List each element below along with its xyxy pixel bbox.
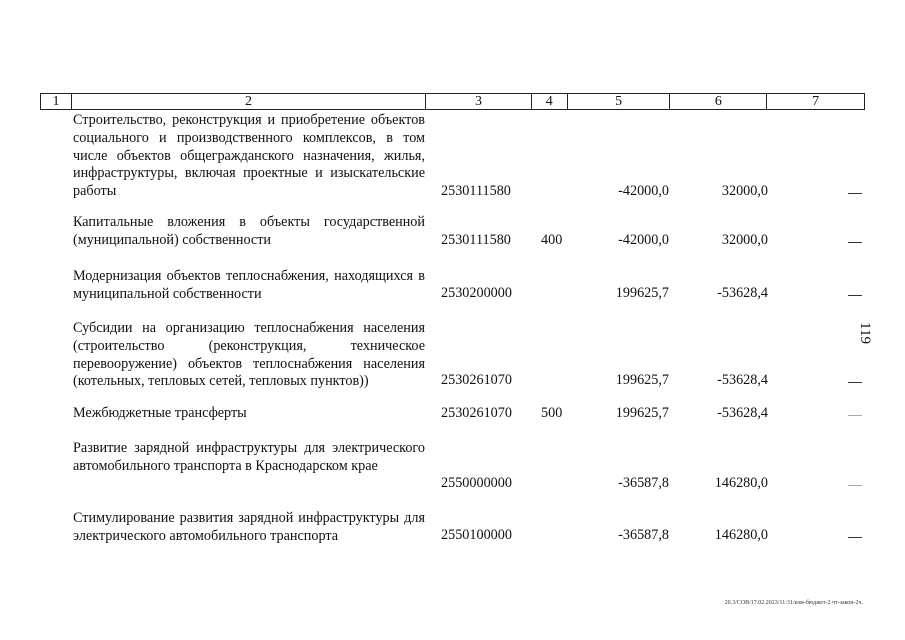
row-code: 2530200000 — [441, 285, 512, 301]
row-col7-dash — [848, 485, 862, 486]
row-kind: 400 — [541, 232, 563, 248]
row-description: Развитие зарядной инфраструктуры для электрического автомобильного транспорта в Краснодарском крае — [73, 440, 425, 474]
row-kind: 500 — [541, 405, 563, 421]
row-description: Субсидии на организацию теплоснабжения населения (строительство (реконструкция, техническое перевооружение) объектов теплоснабжения населения (котельных, тепловых сетей, тепловых пунктов)) — [73, 320, 425, 390]
row-col6: -53628,4 — [717, 405, 768, 421]
row-description: Капитальные вложения в объекты государственной (муниципальной) собственности — [73, 214, 425, 248]
page-number: 119 — [857, 322, 873, 344]
row-code: 2530261070 — [441, 405, 512, 421]
row-col7-dash — [848, 537, 862, 538]
row-col7-dash — [848, 415, 862, 416]
footer-stamp: 20.3/СОВ/17.02.2023/11:31/изм-бюджет-2 чт-закон-2ч. — [724, 600, 863, 606]
row-code: 2530111580 — [441, 183, 511, 199]
header-col-4: 4 — [532, 94, 568, 109]
header-col-3: 3 — [426, 94, 532, 109]
header-col-2: 2 — [72, 94, 426, 109]
row-col5: 199625,7 — [615, 372, 669, 388]
row-code: 2530111580 — [441, 232, 511, 248]
row-code: 2530261070 — [441, 372, 512, 388]
row-col5: -42000,0 — [618, 183, 669, 199]
row-code: 2550000000 — [441, 475, 512, 491]
row-description: Модернизация объектов теплоснабжения, находящихся в муниципальной собственности — [73, 268, 425, 302]
row-description: Межбюджетные трансферты — [73, 405, 247, 421]
row-col5: -36587,8 — [618, 475, 669, 491]
row-col6: 32000,0 — [721, 232, 768, 248]
row-col5: -42000,0 — [618, 232, 669, 248]
row-col6: 32000,0 — [721, 183, 768, 199]
row-description: Стимулирование развития зарядной инфраструктуры для электрического автомобильного транспорта — [73, 510, 425, 544]
row-code: 2550100000 — [441, 527, 512, 543]
row-col7-dash — [848, 193, 862, 194]
row-col6: -53628,4 — [717, 285, 768, 301]
row-col5: -36587,8 — [618, 527, 669, 543]
row-col5: 199625,7 — [615, 285, 669, 301]
row-col7-dash — [848, 382, 862, 383]
header-col-6: 6 — [670, 94, 767, 109]
row-col6: 146280,0 — [714, 475, 768, 491]
row-col7-dash — [848, 242, 862, 243]
header-col-1: 1 — [41, 94, 72, 109]
header-col-7: 7 — [812, 94, 820, 109]
row-col5: 199625,7 — [615, 405, 669, 421]
row-col7-dash — [848, 295, 862, 296]
header-col-5: 5 — [568, 94, 671, 109]
row-col6: 146280,0 — [714, 527, 768, 543]
row-description: Строительство, реконструкция и приобретение объектов социального и производственного комплексов, в том числе объектов общегражданского назначения, жилья, инфраструктуры, включая проектные и изыскательские работы — [73, 112, 425, 200]
row-col6: -53628,4 — [717, 372, 768, 388]
table-header — [40, 93, 865, 110]
